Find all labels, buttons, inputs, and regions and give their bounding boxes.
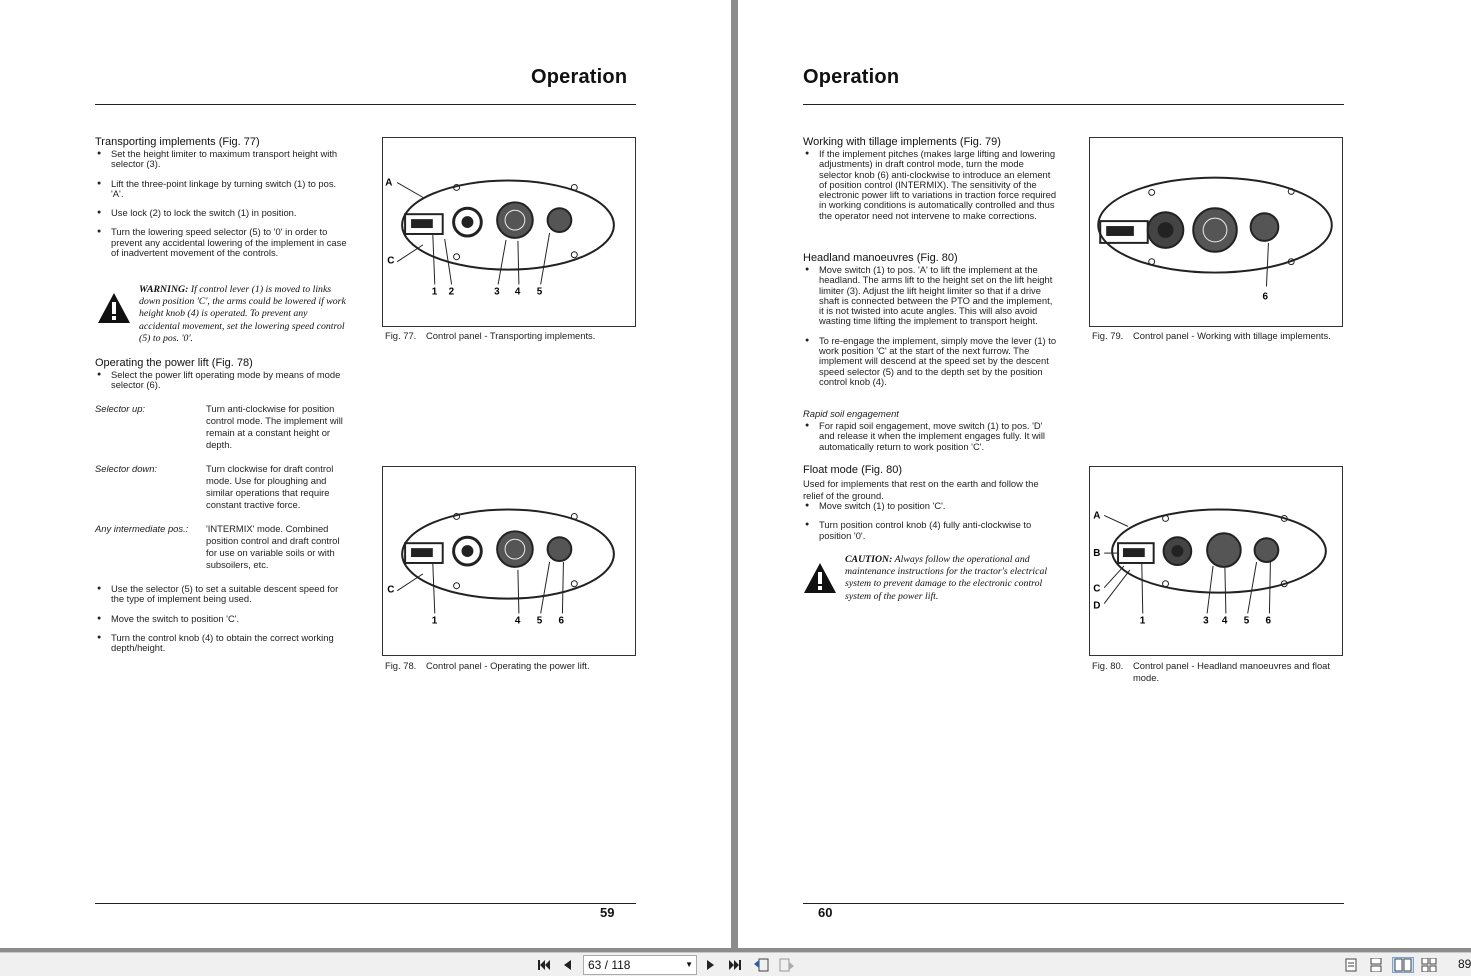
go-back-icon[interactable] bbox=[752, 957, 770, 973]
definition-row bbox=[95, 523, 352, 571]
figure-label: 3 bbox=[494, 286, 500, 298]
zoom-level[interactable]: 89 bbox=[1458, 957, 1471, 971]
figure-78-caption bbox=[385, 660, 635, 672]
list-item: ● For rapid soil engagement, move switch (1) to pos. 'D' and release it when the implement engages fully. It will automatically return to work position 'C'. bbox=[803, 421, 1058, 452]
list-item: ● Turn the control knob (4) to obtain the correct working depth/height. bbox=[95, 633, 350, 654]
single-page-view-icon[interactable] bbox=[1344, 957, 1358, 973]
figure-label: 3 bbox=[1203, 615, 1209, 627]
figure-label: B bbox=[1093, 548, 1101, 560]
headland-bullets bbox=[803, 265, 1058, 396]
list-item: ● Turn the lowering speed selector (5) to '0' in order to prevent any accidental lowering of the implement in case of inadvertent movement of the controls. bbox=[95, 227, 350, 258]
control-panel-illustration bbox=[1090, 138, 1342, 326]
previous-page-icon[interactable] bbox=[560, 957, 574, 973]
header-rule bbox=[803, 104, 1344, 105]
figure-79-caption bbox=[1092, 330, 1342, 342]
caution-body: Always follow the operational and maintenance instructions for the tractor's electrical system to prevent damage to the electronic control system of the power lift. bbox=[845, 554, 1048, 602]
last-page-icon[interactable] bbox=[727, 957, 743, 973]
figure-77-caption bbox=[385, 330, 635, 342]
figure-label: C bbox=[387, 255, 395, 267]
caution-icon bbox=[803, 562, 837, 594]
figure-caption-text: Control panel - Transporting implements. bbox=[426, 330, 596, 341]
figure-label: 4 bbox=[1221, 615, 1228, 627]
definition-row bbox=[95, 403, 352, 451]
transporting-bullets bbox=[95, 149, 350, 267]
list-item: ● To re-engage the implement, simply move the lever (1) to work position 'C' at the start of the next furrow. The implement will descend at the speed set by the descent speed selector (5) and to the depth set by the position control knob (4). bbox=[803, 336, 1058, 387]
list-item: ● Lift the three-point linkage by turning switch (1) to pos. 'A'. bbox=[95, 179, 350, 200]
list-item: ● Select the power lift operating mode by means of mode selector (6). bbox=[95, 370, 350, 391]
float-bullets bbox=[803, 501, 1058, 550]
definition-desc: Turn clockwise for draft control mode. Use for ploughing and similar operations that require constant tractive force. bbox=[206, 463, 334, 510]
figure-number: Fig. 78. bbox=[385, 660, 417, 671]
section-heading-transporting: Transporting implements (Fig. 77) bbox=[95, 136, 260, 148]
figure-caption-text: Control panel - Headland manoeuvres and float mode. bbox=[1133, 660, 1330, 683]
figure-label: 4 bbox=[514, 615, 521, 627]
figure-80-caption bbox=[1092, 660, 1342, 684]
figure-label: A bbox=[1093, 510, 1101, 522]
header-rule bbox=[95, 104, 636, 105]
control-panel-illustration bbox=[1090, 467, 1342, 655]
warning-icon bbox=[97, 292, 131, 324]
power-lift-bullets bbox=[95, 370, 350, 400]
caution-label: CAUTION: bbox=[845, 554, 893, 565]
figure-80 bbox=[1089, 466, 1343, 656]
figure-label: 4 bbox=[514, 286, 521, 298]
figure-label: D bbox=[1093, 600, 1101, 612]
page-title: Operation bbox=[803, 66, 900, 88]
list-item: ● If the implement pitches (makes large lifting and lowering adjustments) in draft control mode, turn the mode selector knob (6) anti-clockwise to introduce an element of position control (INTERMIX). The sensitivity of the electronic power lift to variations in traction force required in working conditions is automatically controlled and thus the operator need not intervene to make corrections. bbox=[803, 149, 1058, 221]
figure-label: 5 bbox=[1243, 615, 1250, 627]
first-page-icon[interactable] bbox=[536, 957, 552, 973]
rapid-heading: Rapid soil engagement bbox=[803, 408, 899, 419]
figure-label: 6 bbox=[1262, 291, 1269, 303]
figure-label: 1 bbox=[431, 615, 438, 627]
figure-label: C bbox=[1093, 583, 1101, 595]
page-number-input[interactable] bbox=[583, 955, 697, 975]
page-title: Operation bbox=[531, 66, 628, 88]
page-number: 59 bbox=[600, 905, 615, 920]
list-item: ● Move switch (1) to pos. 'A' to lift the implement at the headland. The arms lift to the height set on the lift height limiter (3). Adjust the lift height limiter so that if a drive shaft is connected between the PTO and the implement, it is not twisted into acute angles. This will also avoid wasting time lifting the implement to transport height. bbox=[803, 265, 1058, 327]
figure-78 bbox=[382, 466, 636, 656]
figure-number: Fig. 79. bbox=[1092, 330, 1124, 341]
continuous-two-page-view-icon[interactable] bbox=[1420, 957, 1438, 973]
figure-label: 5 bbox=[536, 286, 543, 298]
list-item: ● Use the selector (5) to set a suitable descent speed for the type of implement being used. bbox=[95, 584, 350, 605]
figure-caption-text: Control panel - Operating the power lift. bbox=[426, 660, 590, 671]
chevron-down-icon[interactable]: ▼ bbox=[685, 960, 693, 969]
mode-definitions bbox=[95, 403, 352, 583]
tillage-bullets bbox=[803, 149, 1058, 230]
figure-label: 1 bbox=[1139, 615, 1146, 627]
viewer-toolbar bbox=[0, 952, 1471, 976]
figure-77 bbox=[382, 137, 636, 327]
definition-desc: Turn anti-clockwise for position control mode. The implement will remain at a constant height or depth. bbox=[206, 403, 343, 450]
footer-rule bbox=[803, 903, 1344, 904]
figure-label: C bbox=[387, 584, 395, 596]
two-page-view-icon[interactable] bbox=[1392, 957, 1414, 973]
list-item: ● Move switch (1) to position 'C'. bbox=[803, 501, 1058, 511]
figure-number: Fig. 77. bbox=[385, 330, 417, 341]
warning-label: WARNING: bbox=[139, 284, 189, 295]
section-heading-float: Float mode (Fig. 80) bbox=[803, 464, 903, 476]
figure-label: 6 bbox=[558, 615, 564, 627]
section-heading-headland: Headland manoeuvres (Fig. 80) bbox=[803, 252, 958, 264]
list-item: ● Set the height limiter to maximum transport height with selector (3). bbox=[95, 149, 350, 170]
figure-label: A bbox=[385, 177, 393, 189]
page-number: 60 bbox=[818, 905, 833, 920]
section-heading-tillage: Working with tillage implements (Fig. 79) bbox=[803, 136, 1001, 148]
page-indicator: 63 / 118 bbox=[588, 958, 631, 972]
figure-79 bbox=[1089, 137, 1343, 327]
next-page-icon[interactable] bbox=[704, 957, 718, 973]
rapid-bullets bbox=[803, 421, 1058, 461]
definition-term: Any intermediate pos.: bbox=[95, 523, 189, 534]
figure-label: 2 bbox=[448, 286, 455, 298]
warning-block bbox=[97, 284, 349, 345]
control-panel-illustration bbox=[383, 467, 635, 655]
figure-label: 1 bbox=[431, 286, 438, 298]
go-forward-icon[interactable] bbox=[778, 957, 796, 973]
list-item: ● Use lock (2) to lock the switch (1) in position. bbox=[95, 208, 350, 218]
control-panel-illustration bbox=[383, 138, 635, 326]
warning-body: If control lever (1) is moved to links down position 'C', the arms could be lowered if work height knob (4) is operated. To prevent any accidental movement, set the lowering speed control (5) to pos. '0'. bbox=[139, 284, 346, 344]
float-intro: Used for implements that rest on the earth and follow the relief of the ground. bbox=[803, 478, 1039, 501]
caution-block bbox=[803, 554, 1058, 603]
power-lift-bullets-after bbox=[95, 584, 350, 662]
list-item: ● Turn position control knob (4) fully anti-clockwise to position '0'. bbox=[803, 520, 1058, 541]
definition-row bbox=[95, 463, 352, 511]
footer-rule bbox=[95, 903, 636, 904]
continuous-view-icon[interactable] bbox=[1369, 957, 1383, 973]
figure-number: Fig. 80. bbox=[1092, 660, 1124, 671]
caution-text bbox=[845, 554, 1058, 603]
definition-term: Selector down: bbox=[95, 463, 158, 474]
definition-term: Selector up: bbox=[95, 403, 146, 414]
section-heading-power-lift: Operating the power lift (Fig. 78) bbox=[95, 357, 253, 369]
figure-caption-text: Control panel - Working with tillage implements. bbox=[1133, 330, 1331, 341]
right-page bbox=[738, 0, 1471, 948]
left-page bbox=[0, 0, 731, 948]
list-item: ● Move the switch to position 'C'. bbox=[95, 614, 350, 624]
warning-text bbox=[139, 284, 349, 345]
figure-label: 6 bbox=[1265, 615, 1271, 627]
definition-desc: 'INTERMIX' mode. Combined position control and draft control for use on variable soils or with subsoilers, etc. bbox=[206, 523, 340, 570]
figure-label: 5 bbox=[536, 615, 543, 627]
